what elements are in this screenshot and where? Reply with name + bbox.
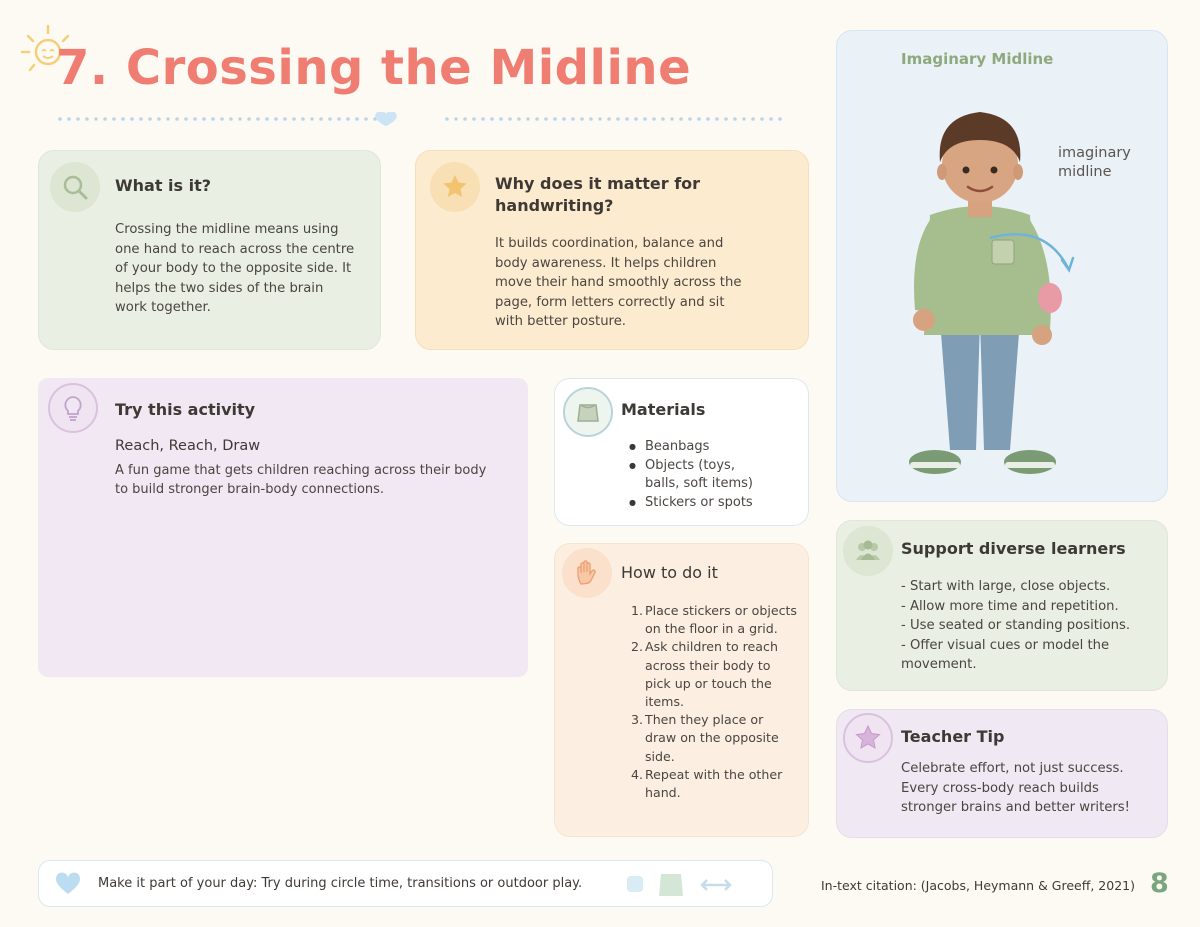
why-heading-line: Why does it matter for: [495, 174, 701, 193]
how-steps: [631, 602, 801, 802]
divider-dot: [211, 117, 215, 121]
support-body: [901, 577, 1161, 675]
what-line: of your body to the opposite side. It: [115, 261, 352, 276]
midline-label: imaginary midline: [1058, 145, 1131, 180]
divider-dot: [67, 117, 71, 121]
divider-dot: [121, 117, 125, 121]
why-line: move their hand smoothly across the: [495, 275, 742, 290]
tip-line: stronger brains and better writers!: [901, 800, 1130, 815]
divider-dot: [247, 117, 251, 121]
divider-dot: [103, 117, 107, 121]
divider-dot: [526, 117, 530, 121]
divider-dot: [661, 117, 665, 121]
divider-dot: [346, 117, 350, 121]
what-line: work together.: [115, 300, 211, 315]
divider-dot: [328, 117, 332, 121]
divider-dot: [751, 117, 755, 121]
why-line: page, form letters correctly and sit: [495, 294, 725, 310]
illustration-title: Imaginary Midline: [901, 50, 1054, 68]
child-illustration: [880, 90, 1080, 490]
activity-card: [38, 378, 528, 677]
divider-dot: [283, 117, 287, 121]
support-line: movement.: [901, 657, 977, 672]
support-heading: Support diverse learners: [901, 539, 1126, 558]
activity-line: A fun game that gets children reaching across their body: [115, 463, 487, 478]
footer-decor-icon: [625, 868, 735, 902]
divider-dot: [535, 117, 539, 121]
divider-dot: [598, 117, 602, 121]
materials-heading: Materials: [621, 400, 706, 419]
divider-dot: [256, 117, 260, 121]
activity-line: to build stronger brain-body connections.: [115, 482, 385, 497]
divider-dot: [166, 117, 170, 121]
divider-dot: [706, 117, 710, 121]
divider-dot: [472, 117, 476, 121]
page-number: 8: [1150, 868, 1169, 899]
divider-dot: [733, 117, 737, 121]
divider-dot: [670, 117, 674, 121]
materials-item: ● Objects (toys, balls, soft items): [629, 457, 799, 494]
divider-dot: [625, 117, 629, 121]
divider-dot: [310, 117, 314, 121]
what-line: helps the two sides of the brain: [115, 280, 324, 296]
divider-dot: [490, 117, 494, 121]
divider-dot: [697, 117, 701, 121]
divider-dot: [589, 117, 593, 121]
activity-name: Reach, Reach, Draw: [115, 438, 261, 454]
divider-dot: [508, 117, 512, 121]
divider-dot: [85, 117, 89, 121]
divider-dot: [481, 117, 485, 121]
divider-dot: [355, 117, 359, 121]
why-line: with better posture.: [495, 314, 626, 329]
dotted-divider: [58, 112, 783, 126]
support-line: - Use seated or standing positions.: [901, 618, 1131, 633]
divider-dot: [679, 117, 683, 121]
activity-heading: Try this activity: [115, 400, 256, 419]
divider-dot: [292, 117, 296, 121]
divider-dot: [517, 117, 521, 121]
support-line: - Allow more time and repetition.: [901, 598, 1119, 614]
lightbulb-icon: [48, 383, 98, 433]
footer-text: Make it part of your day: Try during circle time, transitions or outdoor play.: [98, 876, 583, 891]
divider-dot: [562, 117, 566, 121]
tip-body: [901, 759, 1161, 818]
divider-dot: [616, 117, 620, 121]
divider-dot: [652, 117, 656, 121]
divider-dot: [319, 117, 323, 121]
divider-dot: [130, 117, 134, 121]
tip-line: Celebrate effort, not just success.: [901, 761, 1124, 776]
divider-dot: [580, 117, 584, 121]
divider-dot: [364, 117, 368, 121]
heart-icon: [55, 872, 81, 896]
divider-dot: [724, 117, 728, 121]
divider-dot: [301, 117, 305, 121]
divider-dot: [463, 117, 467, 121]
how-step: 2. Ask children to reach across their body to pick up or touch the items.: [631, 639, 778, 710]
star-icon: [843, 713, 893, 763]
divider-dot: [445, 117, 449, 121]
divider-dot: [202, 117, 206, 121]
magnifier-icon: [50, 162, 100, 212]
divider-dot: [193, 117, 197, 121]
how-step: 1. Place stickers or objects on the floor in a grid.: [631, 603, 797, 637]
divider-dot: [229, 117, 233, 121]
divider-dot: [499, 117, 503, 121]
why-line: body awareness. It helps children: [495, 255, 717, 271]
divider-dot: [634, 117, 638, 121]
divider-dot: [265, 117, 269, 121]
hand-icon: [562, 548, 612, 598]
what-body: [115, 220, 375, 318]
materials-item: ● Stickers or spots: [629, 494, 799, 513]
why-line: It builds coordination, balance and: [495, 236, 724, 251]
divider-dot: [454, 117, 458, 121]
what-line: Crossing the midline means using: [115, 222, 339, 237]
how-step: 3. Then they place or draw on the opposite side.: [631, 712, 779, 764]
why-heading: [495, 173, 700, 217]
divider-dot: [769, 117, 773, 121]
divider-dot: [643, 117, 647, 121]
divider-dot: [760, 117, 764, 121]
how-heading: How to do it: [621, 563, 718, 582]
why-body: [495, 234, 795, 332]
support-line: - Start with large, close objects.: [901, 579, 1111, 594]
divider-dot: [139, 117, 143, 121]
how-step: 4. Repeat with the other hand.: [631, 766, 783, 801]
divider-dot: [58, 117, 62, 121]
divider-dot: [778, 117, 782, 121]
divider-dot: [184, 117, 188, 121]
divider-dot: [544, 117, 548, 121]
what-line: one hand to reach across the centre: [115, 241, 355, 257]
divider-dot: [76, 117, 80, 121]
page-title: 7. Crossing the Midline: [56, 40, 692, 96]
divider-dot: [571, 117, 575, 121]
activity-body: [115, 461, 515, 499]
bag-icon: [563, 387, 613, 437]
divider-dot: [175, 117, 179, 121]
divider-dot: [157, 117, 161, 121]
divider-dot: [337, 117, 341, 121]
materials-list: [629, 438, 799, 512]
divider-dot: [274, 117, 278, 121]
divider-dot: [94, 117, 98, 121]
materials-item: ● Beanbags: [629, 438, 799, 457]
divider-dot: [553, 117, 557, 121]
what-heading: What is it?: [115, 176, 212, 195]
star-icon: [430, 162, 480, 212]
divider-dot: [220, 117, 224, 121]
group-icon: [843, 526, 893, 576]
divider-dot: [715, 117, 719, 121]
divider-dot: [742, 117, 746, 121]
support-line: - Offer visual cues or model the: [901, 637, 1110, 653]
divider-dot: [607, 117, 611, 121]
divider-dot: [112, 117, 116, 121]
tip-heading: Teacher Tip: [901, 727, 1005, 746]
divider-dot: [238, 117, 242, 121]
tip-line: Every cross-body reach builds: [901, 780, 1099, 796]
divider-dot: [688, 117, 692, 121]
divider-dot: [148, 117, 152, 121]
citation: In-text citation: (Jacobs, Heymann & Greeff, 2021): [821, 878, 1135, 893]
why-heading-line: handwriting?: [495, 196, 614, 215]
